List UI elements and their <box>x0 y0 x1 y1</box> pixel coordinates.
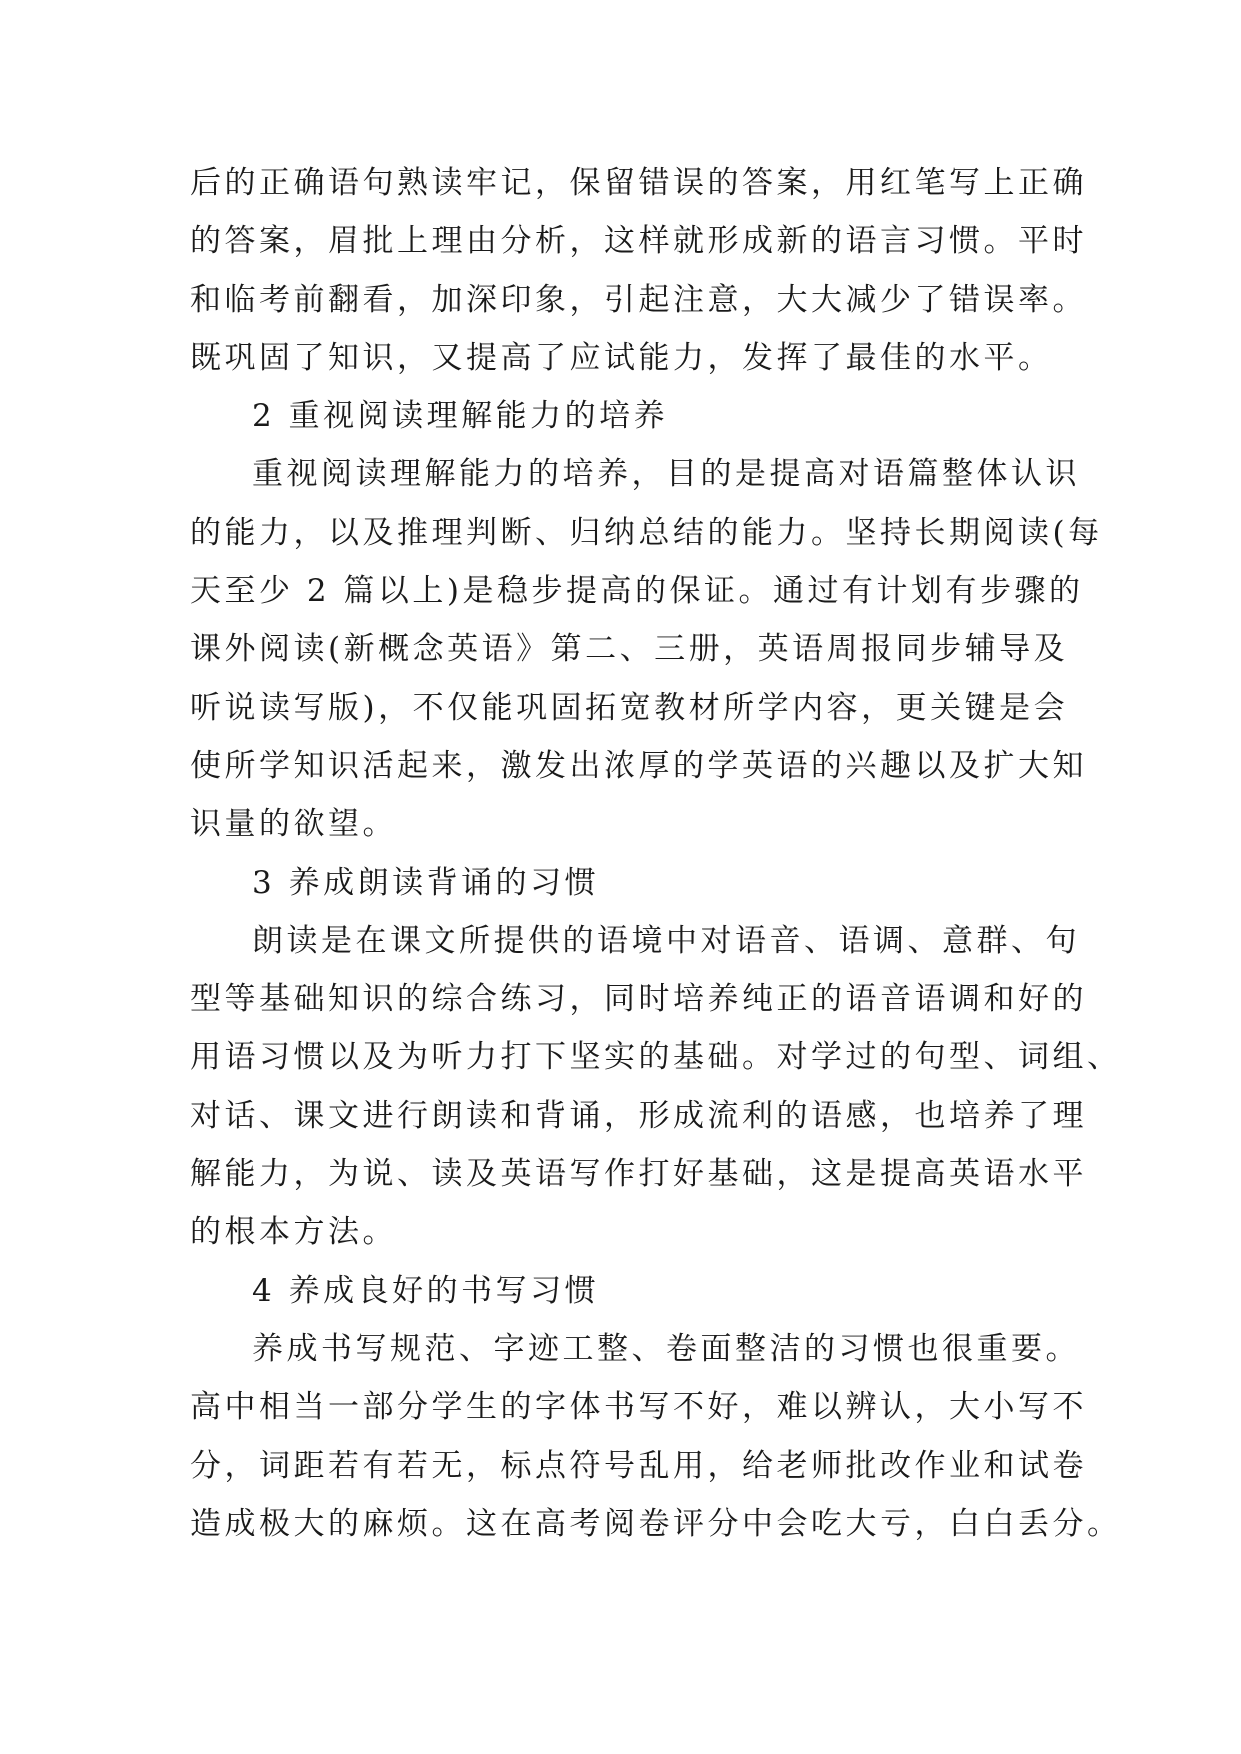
text-line: 对话、课文进行朗读和背诵，形成流利的语感，也培养了理 <box>190 1097 1087 1134</box>
text-line: 后的正确语句熟读牢记，保留错误的答案，用红笔写上正确 <box>190 165 1087 201</box>
paragraph-start-line: 养成书写规范、字迹工整、卷面整洁的习惯也很重要。 <box>252 1330 1080 1367</box>
text-line: 的答案，眉批上理由分析，这样就形成新的语言习惯。平时 <box>190 223 1087 260</box>
text-line: 解能力，为说、读及英语写作打好基础，这是提高英语水平 <box>190 1156 1087 1193</box>
text-line: 型等基础知识的综合练习，同时培养纯正的语音语调和好的 <box>190 981 1087 1018</box>
text-line: 听说读写版)，不仅能巩固拓宽教材所学内容，更关键是会 <box>190 689 1069 726</box>
section-heading: 2 重视阅读理解能力的培养 <box>252 398 669 435</box>
text-line: 天至少 2 篇以上)是稳步提高的保证。通过有计划有步骤的 <box>190 573 1084 610</box>
paragraph-start-line: 朗读是在课文所提供的语境中对语音、语调、意群、句 <box>252 922 1080 959</box>
document-page <box>190 154 1122 1553</box>
text-line: 用语习惯以及为听力打下坚实的基础。对学过的句型、词组、 <box>190 1039 1122 1076</box>
text-line: 的能力，以及推理判断、归纳总结的能力。坚持长期阅读(每 <box>190 514 1103 551</box>
text-line: 既巩固了知识，又提高了应试能力，发挥了最佳的水平。 <box>190 339 1053 376</box>
text-line: 造成极大的麻烦。这在高考阅卷评分中会吃大亏，白白丢分。 <box>190 1505 1122 1542</box>
text-line: 和临考前翻看，加深印象，引起注意，大大减少了错误率。 <box>190 281 1087 318</box>
text-line: 识量的欲望。 <box>190 806 397 843</box>
text-line: 的根本方法。 <box>190 1214 397 1251</box>
section-heading: 3 养成朗读背诵的习惯 <box>252 864 600 901</box>
text-line: 课外阅读(新概念英语》第二、三册，英语周报同步辅导及 <box>190 631 1069 668</box>
text-line: 分，词距若有若无，标点符号乱用，给老师批改作业和试卷 <box>190 1447 1087 1484</box>
text-line: 使所学知识活起来，激发出浓厚的学英语的兴趣以及扩大知 <box>190 747 1087 784</box>
text-line: 高中相当一部分学生的字体书写不好，难以辨认，大小写不 <box>190 1389 1087 1426</box>
section-heading: 4 养成良好的书写习惯 <box>252 1272 600 1309</box>
paragraph-start-line: 重视阅读理解能力的培养，目的是提高对语篇整体认识 <box>252 456 1080 493</box>
